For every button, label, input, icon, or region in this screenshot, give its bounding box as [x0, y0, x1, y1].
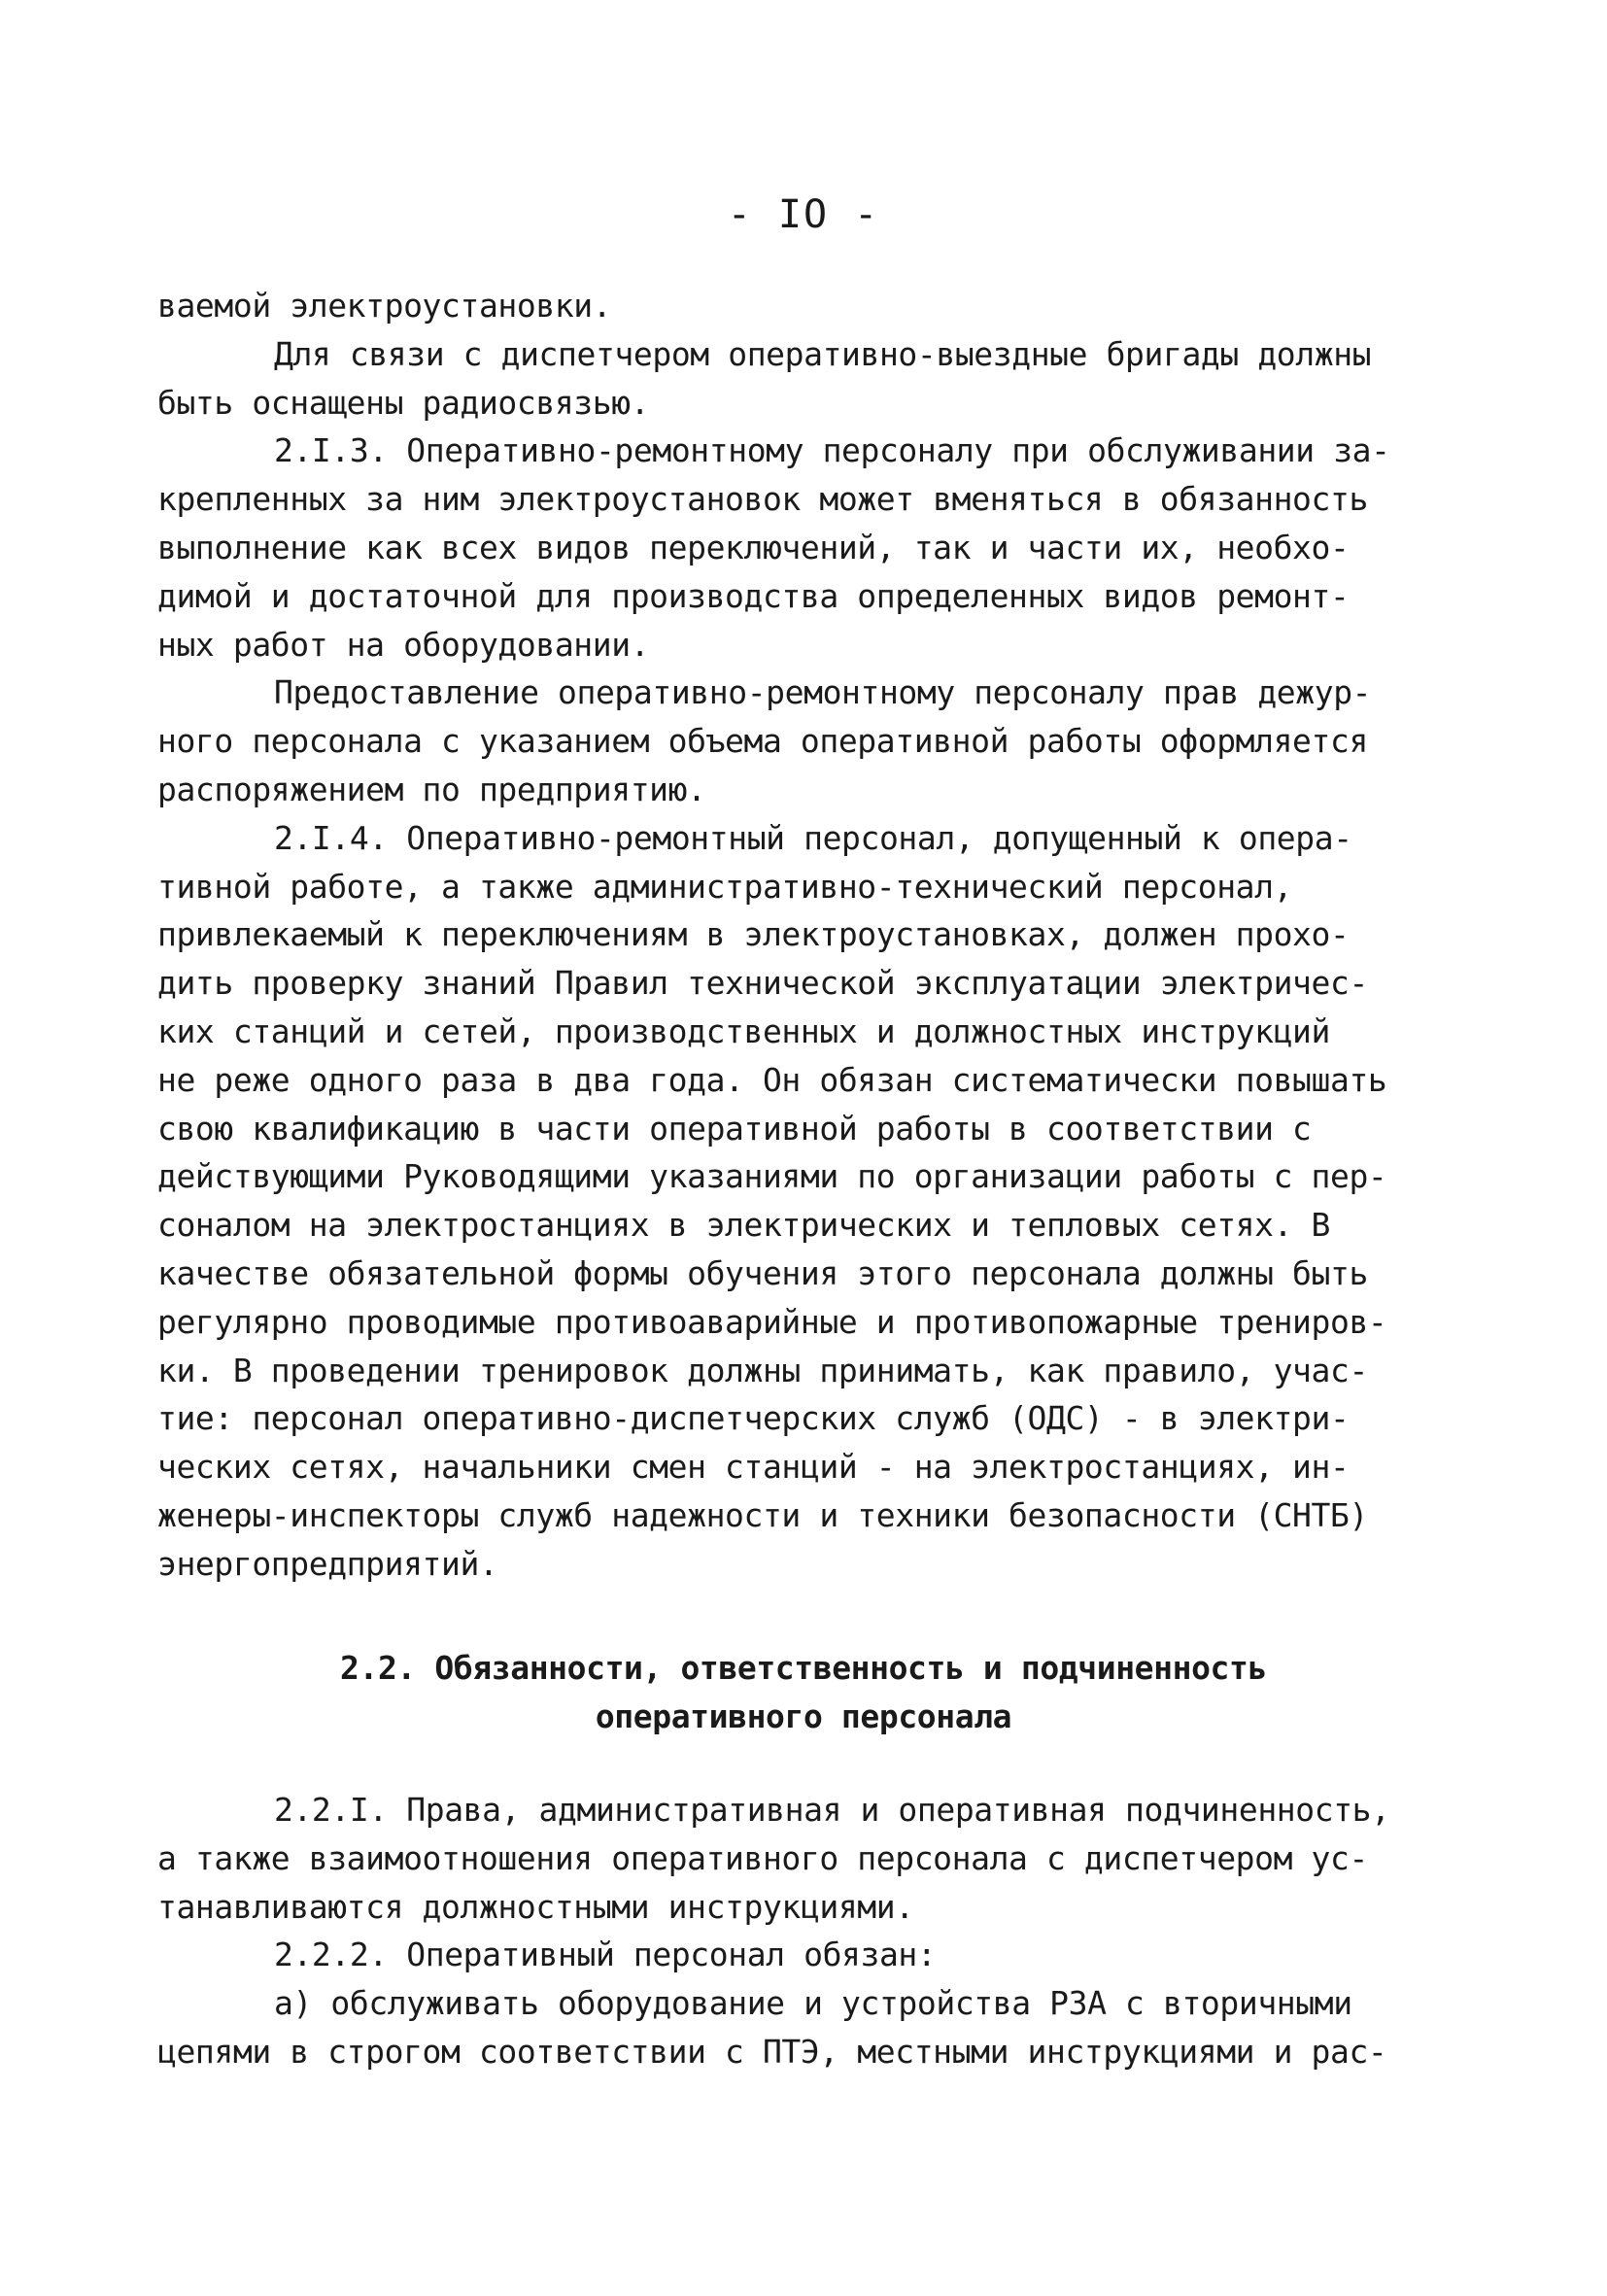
text-line: выполнение как всех видов переключений, так и части их, необхо-	[157, 528, 1350, 566]
text-line: тивной работе, а также административно-технический персонал,	[157, 867, 1293, 906]
text-line: крепленных за ним электроустановок может вменяться в обязанность	[157, 480, 1368, 519]
heading-line: оперативного персонала	[595, 1697, 1012, 1735]
text-line: быть оснащены радиосвязью.	[157, 383, 650, 422]
heading-line: 2.2. Обязанности, ответственность и подчиненность	[340, 1649, 1267, 1687]
text-line: женеры-инспекторы служб надежности и техники безопасности (СНТБ)	[157, 1495, 1368, 1534]
text-line: ного персонала с указанием объема оперативной работы оформляется	[157, 722, 1368, 761]
text-line: а) обслуживать оборудование и устройства РЗА с вторичными	[274, 1984, 1352, 2023]
text-line: Предоставление оперативно-ремонтному персоналу прав дежур-	[274, 673, 1372, 712]
text-line: тие: персонал оперативно-диспетчерских служб (ОДС) - в электри-	[157, 1399, 1350, 1438]
text-line: ных работ на оборудовании.	[157, 625, 650, 664]
text-line: 2.I.3. Оперативно-ремонтному персоналу при обслуживании за-	[274, 431, 1390, 470]
text-line: танавливаются должностными инструкциями.	[157, 1887, 914, 1926]
text-line: энергопредприятий.	[157, 1544, 498, 1583]
text-line: 2.2.2. Оперативный персонал обязан:	[274, 1936, 937, 1974]
text-line: ваемой электроустановки.	[157, 287, 612, 325]
text-line: распоряжением по предприятию.	[157, 770, 706, 808]
text-line: действующими Руководящими указаниями по организации работы с пер-	[157, 1157, 1387, 1196]
section-2-heading	[157, 1644, 1450, 1741]
text-line: регулярно проводимые противоаварийные и противопожарные трениров-	[157, 1302, 1387, 1341]
text-line: дить проверку знаний Правил технической эксплуатации электричес-	[157, 964, 1368, 1003]
text-line: ких станций и сетей, производственных и должностных инструкций	[157, 1011, 1330, 1050]
text-line: цепями в строгом соответствии с ПТЭ, местными инструкциями и рас-	[157, 2032, 1387, 2071]
page-number: - IO -	[727, 192, 880, 237]
text-line: привлекаемый к переключениям в электроустановках, должен прохо-	[157, 915, 1350, 954]
text-line: качестве обязательной формы обучения этого персонала должны быть	[157, 1253, 1368, 1292]
text-line: ческих сетях, начальники смен станций - на электростанциях, ин-	[157, 1448, 1350, 1487]
text-line: ки. В проведении тренировок должны принимать, как правило, учас-	[157, 1351, 1368, 1389]
section-2-text	[157, 1786, 1450, 2076]
text-line: а также взаимоотношения оперативного персонала с диспетчером ус-	[157, 1838, 1368, 1877]
text-line: 2.I.4. Оперативно-ремонтный персонал, допущенный к опера-	[274, 818, 1352, 857]
text-line: свою квалификацию в части оперативной работы в соответствии с	[157, 1109, 1312, 1148]
section-1-text	[157, 282, 1450, 1589]
text-line: димой и достаточной для производства определенных видов ремонт-	[157, 576, 1350, 615]
text-line: 2.2.I. Права, административная и оперативная подчиненность,	[274, 1791, 1390, 1829]
text-line: не реже одного раза в два года. Он обязан систематически повышать	[157, 1060, 1387, 1099]
text-line: Для связи с диспетчером оперативно-выездные бригады должны	[274, 334, 1372, 373]
text-line: соналом на электростанциях в электрических и тепловых сетях. В	[157, 1206, 1330, 1245]
